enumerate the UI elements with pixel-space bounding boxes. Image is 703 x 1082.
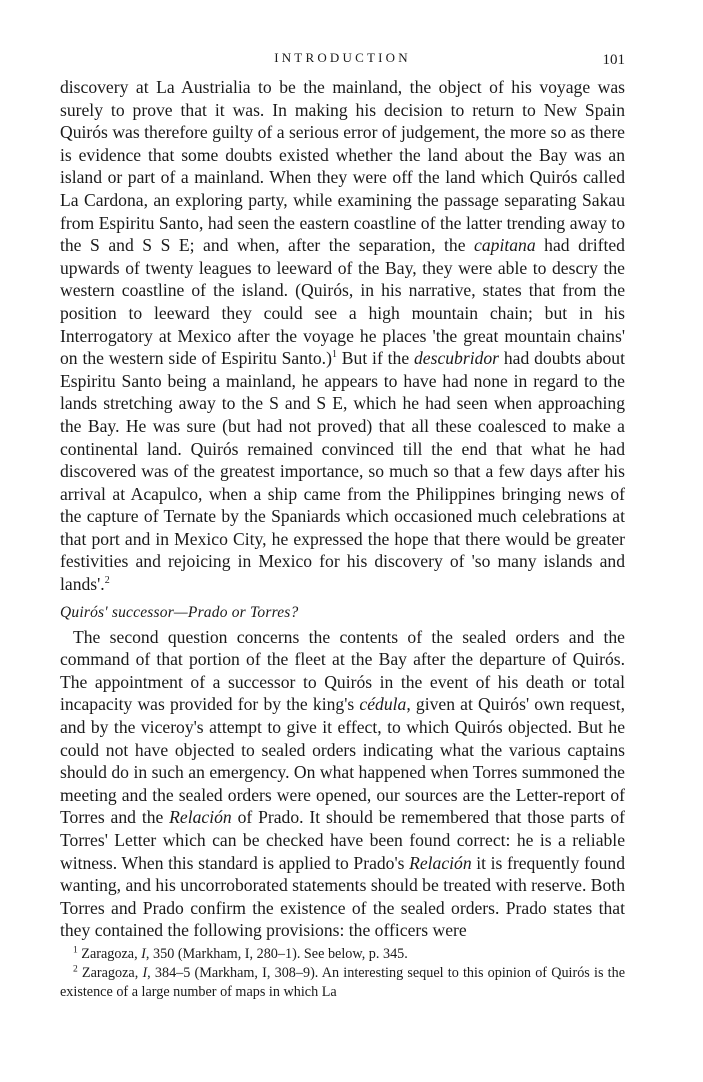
text-run: discovery at La Austrialia to be the mainland, the object of his voyage was surely to prove that it was. In making his decision to return to New Spain Quirós was therefore guilty of a serious error of judgement, the more so as there is evidence that some doubts existed whether the land about the Bay was an island or part of a mainland. When they were off the land which Quirós called La Cardona, an exploring party, while examining the passage separating Sakau from Espiritu Santo, had seen the eastern coastline of the latter trending away to the S and S S E; and when, after the separation, the [60, 77, 625, 256]
section-heading: Quirós' successor—Prado or Torres? [60, 603, 299, 621]
text-run: , given at Quirós' own request, and by the viceroy's attempt to give it effect, to which Quirós objected. But he could not have objected to sealed orders indicating what the various captains should do in such an emergency. On what happened when Torres summoned the meeting and the sealed orders were opened, our sources are the Letter-report of Torres and the [60, 694, 625, 828]
footnote-mark: 1 [73, 945, 78, 956]
text-run: it is frequently found wanting, and his uncorroborated statements should be treated with reserve. Both Torres and Prado confirm the existence of the sealed orders. Prado states that they contained the following provisions: the officers were [60, 852, 625, 941]
italic-term-descubridor: descubridor [414, 348, 500, 369]
text-run: had doubts about Espiritu Santo being a mainland, he appears to have had none in regard to the lands stretching away to the S and S E, which he had seen when approaching the Bay. He was sure (but had not proved) that all these coalesced to make a continental land. Quirós remained convinced till the end that what he had discovered was of the greatest importance, so much so that a few days after his arrival at Acapulco, when a ship came from the Philippines bringing news of the capture of Ternate by the Spaniards which occasioned much celebrations at that port and in Mexico City, he expressed the hope that there would be greater festivities and rejoicing in Mexico for his discovery of 'so many islands and lands'. [60, 348, 625, 595]
italic-term-relacion: Relación [169, 807, 232, 828]
paragraph-sealed-orders [60, 626, 625, 942]
footnote-ref-1: 1 [331, 349, 337, 361]
italic-term-capitana: capitana [474, 235, 536, 256]
footnote-volume: I [141, 945, 146, 962]
footnote-2 [60, 964, 625, 1002]
text-run: had drifted upwards of twenty leagues to leeward of the Bay, they were able to descry the western coastline of the island. (Quirós, in his narrative, states that from the position to leeward they could see a high mountain chain; but in his Interrogatory at Mexico after the voyage he places 'the great mountain chains' on the western side of Espiritu Santo.) [60, 235, 625, 369]
running-header [60, 46, 625, 76]
footnote-text: , 350 (Markham, I, 280–1). See below, p. 345. [145, 945, 408, 962]
text-run: The second question concerns the contents of the sealed orders and the command of that portion of the fleet at the Bay after the departure of Quirós. The appointment of a successor to Quirós in the event of his death or total incapacity was provided for by the king's [60, 626, 625, 715]
italic-term-cedula: cédula [359, 694, 407, 715]
footnote-mark: 2 [73, 964, 78, 975]
footnote-text: , 384–5 (Markham, I, 308–9). An interesting sequel to this opinion of Quirós is the existence of a large number of maps in which La [60, 964, 625, 1000]
body-text [60, 76, 625, 942]
footnotes [60, 945, 625, 1002]
book-page [60, 46, 625, 1002]
running-title: INTRODUCTION [274, 50, 411, 65]
text-run: of Prado. It should be remembered that those parts of Torres' Letter which can be checked have been found correct: he is a reliable witness. When this standard is applied to Prado's [60, 807, 625, 873]
italic-term-relacion: Relación [409, 852, 472, 873]
page-number: 101 [602, 52, 625, 68]
paragraph-continued [60, 76, 625, 596]
footnote-ref-2: 2 [104, 575, 110, 587]
footnote-volume: I [142, 964, 148, 981]
footnote-text: Zaragoza, [77, 964, 143, 981]
footnote-text: Zaragoza, [77, 945, 142, 962]
text-run: But if the [336, 348, 414, 369]
footnote-1 [60, 945, 625, 964]
